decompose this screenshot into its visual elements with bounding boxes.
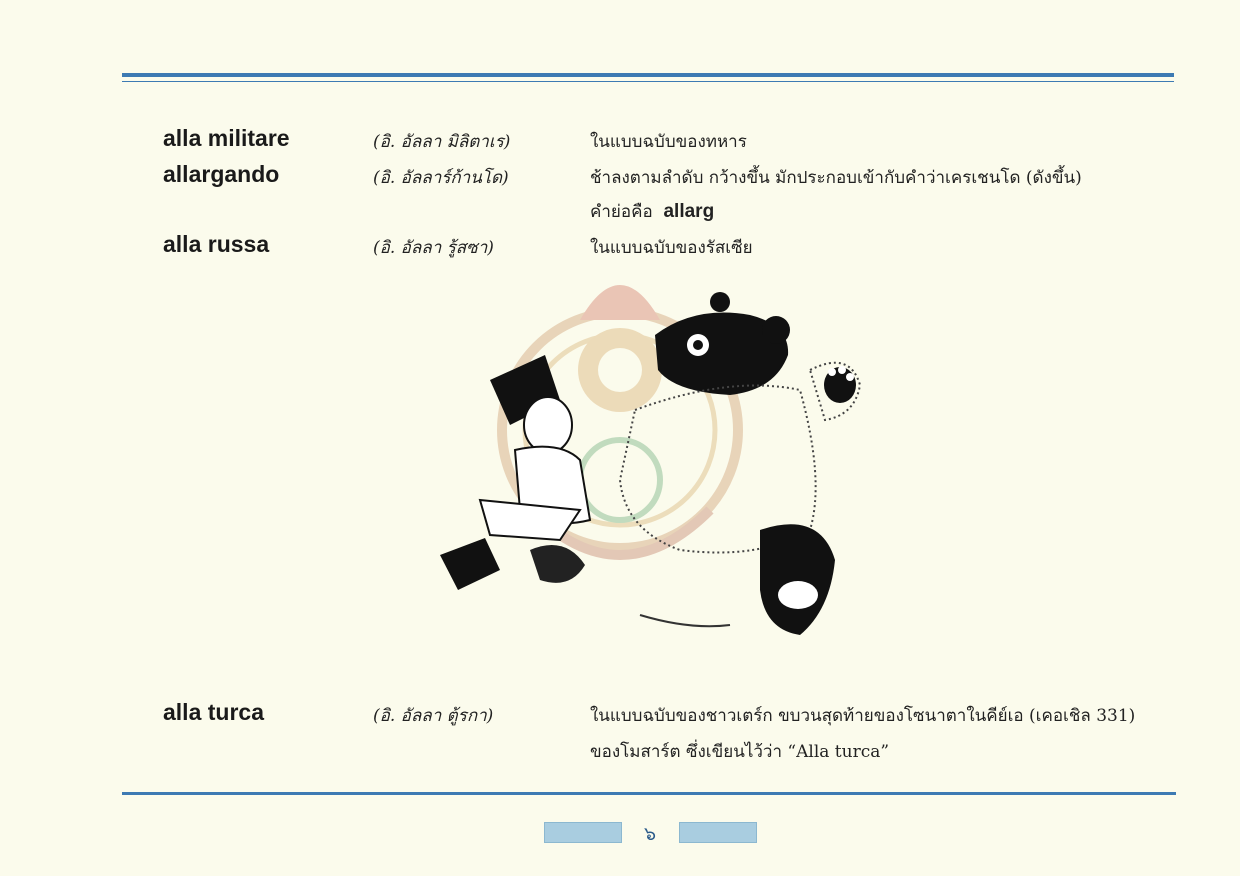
page-number: ๖ (643, 823, 657, 845)
abbreviation: allarg (663, 201, 715, 222)
abbreviation-label: คำย่อคือ (590, 202, 653, 222)
entry-definition: ในแบบฉบับของชาวเตร์ก ขบวนสุดท้ายของโซนาตาในคีย์เอ (เคอเชิล 331) (590, 706, 1136, 726)
dancing-bear-illustration (430, 280, 890, 660)
entry-definition-line2: ของโมสาร์ต ซึ่งเขียนไว้ว่า “Alla turca” (590, 742, 890, 762)
page-decoration-left (544, 822, 622, 843)
entry-definition: ช้าลงตามลำดับ กว้างขึ้น มักประกอบเข้ากับคำว่าเครเชนโด (ดังขึ้น) (590, 168, 1082, 188)
bottom-rule (122, 792, 1176, 795)
top-rule-thin (122, 81, 1174, 82)
entry-pronunciation: (อิ. อัลลาร์ก้านโด) (373, 168, 509, 188)
entry-definition: ในแบบฉบับของรัสเซีย (590, 238, 753, 258)
entry-term: allargando (163, 161, 280, 187)
entry-term: alla militare (163, 125, 290, 151)
top-rule (122, 73, 1174, 77)
entry-term: alla turca (163, 699, 264, 725)
entry-term: alla russa (163, 231, 270, 257)
entry-pronunciation: (อิ. อัลลา มิลิตาเร) (373, 132, 511, 152)
page-decoration-right (679, 822, 757, 843)
entry-pronunciation: (อิ. อัลลา ตู้รกา) (373, 706, 494, 726)
entry-definition-line2 (590, 198, 714, 225)
entry-pronunciation: (อิ. อัลลา รู้สซา) (373, 238, 494, 258)
entry-definition: ในแบบฉบับของทหาร (590, 132, 747, 152)
